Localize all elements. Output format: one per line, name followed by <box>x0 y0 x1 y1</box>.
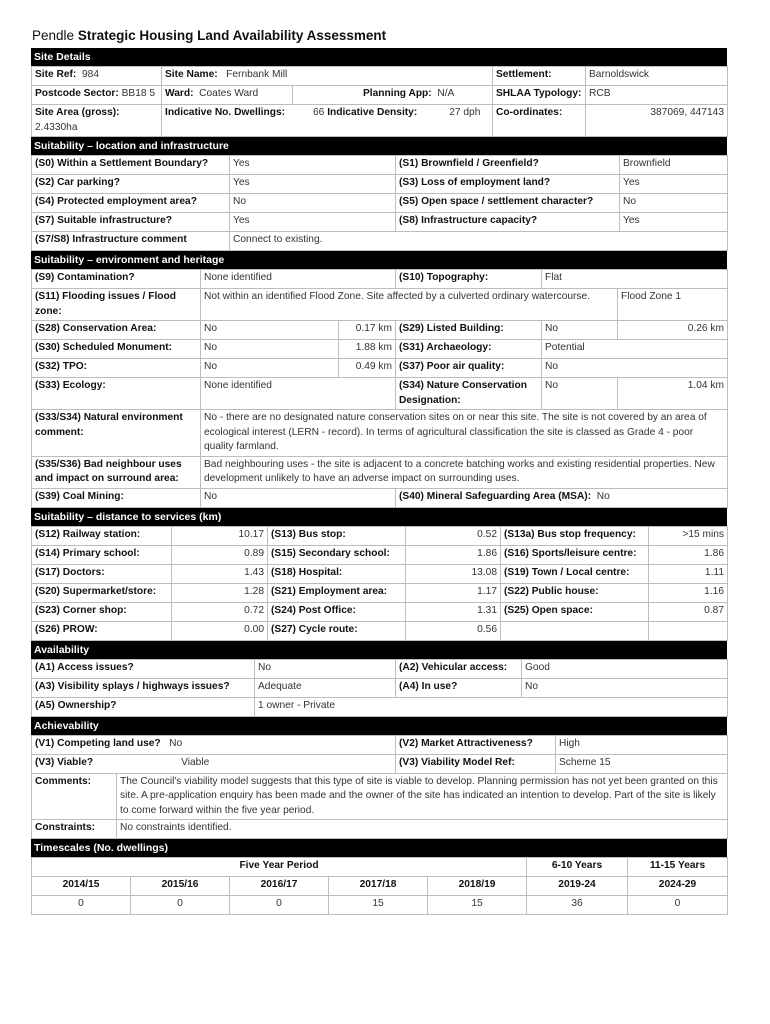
distance-table <box>31 526 728 641</box>
s37-label: (S37) Poor air quality: <box>396 359 542 378</box>
s34-distance: 1.04 km <box>618 378 728 410</box>
availability-header: Availability <box>31 641 727 659</box>
location-header: Suitability – location and infrastructure <box>31 137 727 155</box>
site-name-cell: Site Name: Fernbank Mill <box>162 67 493 86</box>
group-6-10: 6-10 Years <box>527 858 628 877</box>
environment-table <box>31 269 728 508</box>
s11-label: (S11) Flooding issues / Flood zone: <box>32 289 201 321</box>
v2-value: High <box>556 735 728 754</box>
timescale-value: 0 <box>32 896 131 915</box>
s11-value: Not within an identified Flood Zone. Site affected by a culverted ordinary watercourse. <box>201 289 618 321</box>
coords-label: Co-ordinates: <box>493 105 586 137</box>
timescale-year: 2024-29 <box>628 877 728 896</box>
comments-value: The Council's viability model suggests that this type of site is viable to develop. Planning permission has not yet been granted on this site. A pre-application enquiry has been made and the owner of the site has indicated an intention to develop. Part of the site is likely to come forward within the five year period. <box>117 773 728 820</box>
distance-label: (S13) Bus stop: <box>268 526 406 545</box>
s10-value: Flat <box>542 270 728 289</box>
timescale-year: 2018/19 <box>428 877 527 896</box>
timescale-year: 2016/17 <box>230 877 329 896</box>
postcode-cell: Postcode Sector: BB18 5 <box>32 86 162 105</box>
environment-header: Suitability – environment and heritage <box>31 251 727 269</box>
s9-label: (S9) Contamination? <box>32 270 201 289</box>
s1-value: Brownfield <box>620 156 728 175</box>
a1-value: No <box>255 659 396 678</box>
s33-value: None identified <box>201 378 396 410</box>
distance-value: 1.17 <box>406 583 501 602</box>
location-table <box>31 155 728 251</box>
a3-value: Adequate <box>255 678 396 697</box>
distance-value: 1.16 <box>649 583 728 602</box>
achievability-table <box>31 735 728 840</box>
distance-value: 0.87 <box>649 602 728 621</box>
distance-label: (S27) Cycle route: <box>268 621 406 640</box>
v2-label: (V2) Market Attractiveness? <box>396 735 556 754</box>
group-11-15: 11-15 Years <box>628 858 728 877</box>
distance-value: >15 mins <box>649 526 728 545</box>
distance-value: 0.00 <box>172 621 268 640</box>
s30-label: (S30) Scheduled Monument: <box>32 340 201 359</box>
distance-value: 1.86 <box>406 545 501 564</box>
s29-label: (S29) Listed Building: <box>396 321 542 340</box>
s29-distance: 0.26 km <box>618 321 728 340</box>
typology-label: SHLAA Typology: <box>493 86 586 105</box>
a1-label: (A1) Access issues? <box>32 659 255 678</box>
assessment-sheet <box>31 48 727 915</box>
timescales-table <box>31 857 728 915</box>
s7-label: (S7) Suitable infrastructure? <box>32 213 230 232</box>
s78-value: Connect to existing. <box>230 232 728 251</box>
distance-value: 0.56 <box>406 621 501 640</box>
s40-cell: (S40) Mineral Safeguarding Area (MSA): No <box>396 488 728 507</box>
s34-label: (S34) Nature Conservation Designation: <box>396 378 542 410</box>
a3-label: (A3) Visibility splays / highways issues? <box>32 678 255 697</box>
distance-value: 1.11 <box>649 564 728 583</box>
a2-label: (A2) Vehicular access: <box>396 659 522 678</box>
distance-label: (S24) Post Office: <box>268 602 406 621</box>
s37-value: No <box>542 359 728 378</box>
s2-label: (S2) Car parking? <box>32 175 230 194</box>
s4-value: No <box>230 194 396 213</box>
s9-value: None identified <box>201 270 396 289</box>
site-ref-cell: Site Ref: 984 <box>32 67 162 86</box>
distance-value: 0.89 <box>172 545 268 564</box>
s3536-value: Bad neighbouring uses - the site is adjacent to a concrete batching works and existing residential properties. New development unlikely to have an adverse impact on surrounding uses. <box>201 456 728 488</box>
settlement-value: Barnoldswick <box>586 67 728 86</box>
typology-value: RCB <box>586 86 728 105</box>
distance-value: 1.28 <box>172 583 268 602</box>
s28-value: No <box>201 321 339 340</box>
s5-value: No <box>620 194 728 213</box>
s11-zone: Flood Zone 1 <box>618 289 728 321</box>
v3m-value: Scheme 15 <box>556 754 728 773</box>
distance-label: (S12) Railway station: <box>32 526 172 545</box>
a4-label: (A4) In use? <box>396 678 522 697</box>
s28-label: (S28) Conservation Area: <box>32 321 201 340</box>
s31-value: Potential <box>542 340 728 359</box>
timescale-year: 2019-24 <box>527 877 628 896</box>
a2-value: Good <box>522 659 728 678</box>
settlement-label: Settlement: <box>493 67 586 86</box>
timescale-year: 2015/16 <box>131 877 230 896</box>
site-details-header: Site Details <box>31 48 727 66</box>
v3-cell: (V3) Viable? Viable <box>32 754 396 773</box>
s0-label: (S0) Within a Settlement Boundary? <box>32 156 230 175</box>
s30-value: No <box>201 340 339 359</box>
s32-distance: 0.49 km <box>339 359 396 378</box>
constraints-value: No constraints identified. <box>117 820 728 839</box>
distance-value: 13.08 <box>406 564 501 583</box>
v1-cell: (V1) Competing land use? No <box>32 735 396 754</box>
area-cell: Site Area (gross): 2.4330ha <box>32 105 162 137</box>
distance-label: (S14) Primary school: <box>32 545 172 564</box>
timescale-value: 15 <box>329 896 428 915</box>
distance-value: 0.52 <box>406 526 501 545</box>
distance-label: (S18) Hospital: <box>268 564 406 583</box>
timescale-value: 0 <box>131 896 230 915</box>
title-prefix: Pendle <box>32 28 75 43</box>
distance-label: (S26) PROW: <box>32 621 172 640</box>
distance-label: (S25) Open space: <box>501 602 649 621</box>
s32-label: (S32) TPO: <box>32 359 201 378</box>
achievability-header: Achievability <box>31 717 727 735</box>
s1-label: (S1) Brownfield / Greenfield? <box>396 156 620 175</box>
s32-value: No <box>201 359 339 378</box>
distance-value: 1.31 <box>406 602 501 621</box>
v3m-label: (V3) Viability Model Ref: <box>396 754 556 773</box>
distance-label: (S20) Supermarket/store: <box>32 583 172 602</box>
timescale-year: 2017/18 <box>329 877 428 896</box>
distance-label: (S16) Sports/leisure centre: <box>501 545 649 564</box>
constraints-label: Constraints: <box>32 820 117 839</box>
s78-label: (S7/S8) Infrastructure comment <box>32 232 230 251</box>
ward-cell: Ward: Coates Ward <box>162 86 293 105</box>
s3334-value: No - there are no designated nature conservation sites on or near this site. The site is not covered by an area of ecological interest (LERN - record). In terms of agricultural classification the site is classed as Grade 4 - poor quality farmland. <box>201 410 728 457</box>
distance-label <box>501 621 649 640</box>
comments-label: Comments: <box>32 773 117 820</box>
timescale-value: 0 <box>230 896 329 915</box>
s3536-label: (S35/S36) Bad neighbour uses and impact on surround area: <box>32 456 201 488</box>
s31-label: (S31) Archaeology: <box>396 340 542 359</box>
distance-label: (S22) Public house: <box>501 583 649 602</box>
distance-label: (S17) Doctors: <box>32 564 172 583</box>
s33-label: (S33) Ecology: <box>32 378 201 410</box>
group-five-year: Five Year Period <box>32 858 527 877</box>
page-title <box>32 28 386 43</box>
distance-value: 0.72 <box>172 602 268 621</box>
a5-label: (A5) Ownership? <box>32 697 255 716</box>
distance-value: 1.43 <box>172 564 268 583</box>
s29-value: No <box>542 321 618 340</box>
coords-value: 387069, 447143 <box>586 105 728 137</box>
dwellings-density-cell: Indicative No. Dwellings: 66 Indicative Density: 27 dph <box>162 105 493 137</box>
planning-cell: Planning App: N/A <box>293 86 493 105</box>
distance-label: (S21) Employment area: <box>268 583 406 602</box>
distance-value <box>649 621 728 640</box>
timescale-value: 0 <box>628 896 728 915</box>
distance-value: 10.17 <box>172 526 268 545</box>
s0-value: Yes <box>230 156 396 175</box>
timescales-header: Timescales (No. dwellings) <box>31 839 727 857</box>
distance-header: Suitability – distance to services (km) <box>31 508 727 526</box>
distance-label: (S23) Corner shop: <box>32 602 172 621</box>
s10-label: (S10) Topography: <box>396 270 542 289</box>
timescale-value: 36 <box>527 896 628 915</box>
a4-value: No <box>522 678 728 697</box>
timescale-year: 2014/15 <box>32 877 131 896</box>
s7-value: Yes <box>230 213 396 232</box>
s4-label: (S4) Protected employment area? <box>32 194 230 213</box>
s8-value: Yes <box>620 213 728 232</box>
a5-value: 1 owner - Private <box>255 697 728 716</box>
s39-value: No <box>201 488 396 507</box>
timescale-value: 15 <box>428 896 527 915</box>
availability-table <box>31 659 728 717</box>
s3334-label: (S33/S34) Natural environment comment: <box>32 410 201 457</box>
site-details-table <box>31 66 728 137</box>
title-main: Strategic Housing Land Availability Assessment <box>77 28 387 43</box>
s2-value: Yes <box>230 175 396 194</box>
s8-label: (S8) Infrastructure capacity? <box>396 213 620 232</box>
s3-label: (S3) Loss of employment land? <box>396 175 620 194</box>
distance-label: (S19) Town / Local centre: <box>501 564 649 583</box>
s34-value: No <box>542 378 618 410</box>
s5-label: (S5) Open space / settlement character? <box>396 194 620 213</box>
distance-label: (S15) Secondary school: <box>268 545 406 564</box>
distance-value: 1.86 <box>649 545 728 564</box>
distance-label: (S13a) Bus stop frequency: <box>501 526 649 545</box>
s3-value: Yes <box>620 175 728 194</box>
s28-distance: 0.17 km <box>339 321 396 340</box>
s30-distance: 1.88 km <box>339 340 396 359</box>
s39-label: (S39) Coal Mining: <box>32 488 201 507</box>
